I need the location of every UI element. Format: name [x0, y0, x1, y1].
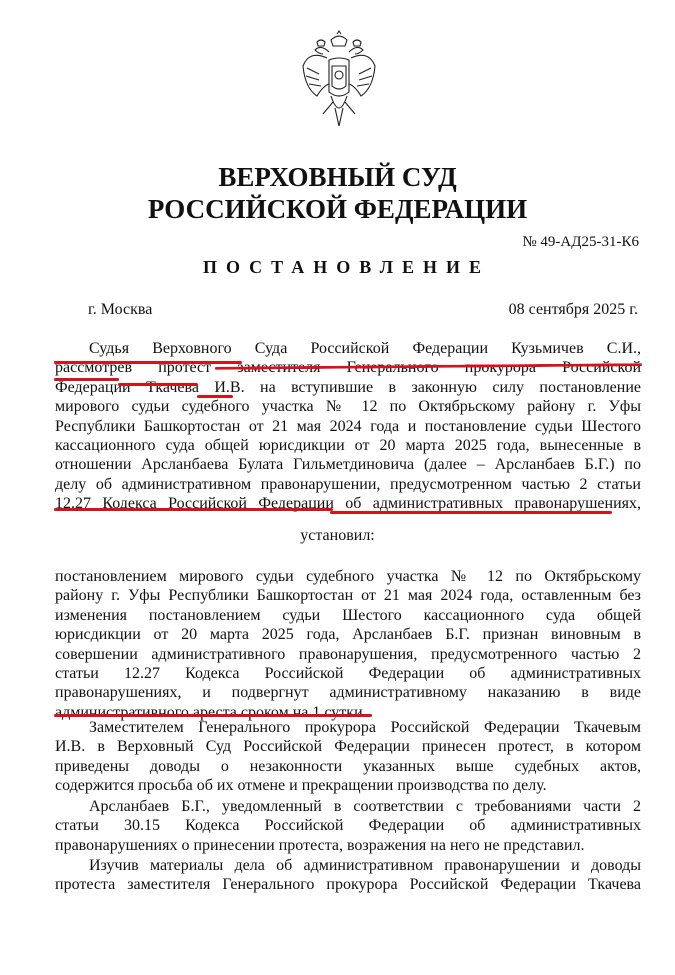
text-line: административного ареста сроком на 1 сутки.: [55, 703, 367, 721]
paragraph-ruling: [55, 567, 641, 722]
russian-coat-of-arms-icon: [299, 30, 379, 134]
highlight-underline: [54, 361, 242, 364]
text-line: отношении Арсланбаева Булата Гильметдиновича (далее – Арсланбаев Б.Г.) по: [55, 456, 641, 474]
text-line: статьи 12.27 Кодекса Российской Федерации об административных: [55, 665, 641, 683]
text-line: правонарушениях, и подвергнут административному наказанию в виде: [55, 684, 641, 702]
text-line: И.В. в Верховный Суд Российской Федерации принесен протест, в котором: [55, 738, 641, 756]
text-line: мирового судьи судебного участка № 12 по Октябрьскому району г. Уфы: [55, 398, 641, 416]
text-line: содержится просьба об их отмене и прекращении производства по делу.: [55, 777, 547, 795]
text-line: 12.27 Кодекса Российской Федерации об административных правонарушениях,: [55, 495, 641, 513]
text-line: району г. Уфы Республики Башкортостан от 21 мая 2024 года, оставленным без: [55, 587, 641, 605]
text-line: Федерации Ткачева И.В. на вступившие в законную силу постановление: [55, 378, 641, 396]
text-line: протеста заместителя Генерального прокурора Российской Федерации Ткачева: [55, 876, 641, 894]
text-line: изменения постановлением судьи Шестого кассационного суда общей: [55, 606, 641, 624]
paragraph-protest: [55, 718, 641, 796]
highlight-underline: [197, 395, 233, 398]
highlight-underline: [54, 508, 333, 511]
city-label: г. Москва: [88, 301, 153, 318]
text-line: постановлением мирового судьи судебного участка № 12 по Октябрьскому: [55, 568, 641, 585]
text-line: Республики Башкортостан от 21 мая 2024 года и постановление судьи Шестого: [55, 417, 641, 435]
text-line: Судья Верховного Суда Российской Федерации Кузьмичев С.И.,: [89, 340, 641, 357]
text-line: рассмотрев протест заместителя Генерального прокурора Российской: [55, 359, 641, 377]
court-name-line-2: РОССИЙСКОЙ ФЕДЕРАЦИИ: [147, 194, 528, 224]
highlight-underline: [118, 383, 198, 386]
text-line: совершении административного правонарушения, предусмотренного частью 2: [55, 645, 641, 663]
text-line: Заместителем Генерального прокурора Российской Федерации Ткачевым: [89, 719, 641, 736]
case-number: № 49-АД25-31-К6: [522, 234, 639, 250]
text-line: кассационного суда общей юрисдикции от 20 марта 2025 года, вынесенные в: [55, 437, 641, 455]
text-line: правонарушениях о принесении протеста, возражения на него не представил.: [55, 836, 585, 854]
highlight-underline: [330, 511, 612, 514]
established-heading: установил:: [300, 527, 375, 544]
paragraph-review: [55, 856, 641, 895]
text-line: Изучив материалы дела об административном правонарушении и доводы: [89, 857, 641, 874]
text-line: Арсланбаев Б.Г., уведомленный в соответствии с требованиями части 2: [89, 798, 641, 815]
text-line: делу об административном правонарушении, предусмотренном частью 2 статьи: [55, 475, 641, 493]
highlight-underline: [54, 714, 372, 717]
document-type-title: ПОСТАНОВЛЕНИЕ: [202, 257, 491, 277]
text-line: приведены доводы о незаконности указанных выше судебных актов,: [55, 757, 641, 775]
text-line: юрисдикции от 20 марта 2025 года, Арсланбаев Б.Г. признан виновным в: [55, 626, 641, 644]
text-line: статьи 30.15 Кодекса Российской Федерации об административных: [55, 817, 641, 835]
court-name-line-1: ВЕРХОВНЫЙ СУД: [218, 162, 457, 192]
paragraph-notification: [55, 797, 641, 855]
document-date: 08 сентября 2025 г.: [508, 301, 638, 318]
highlight-underline: [54, 378, 119, 381]
